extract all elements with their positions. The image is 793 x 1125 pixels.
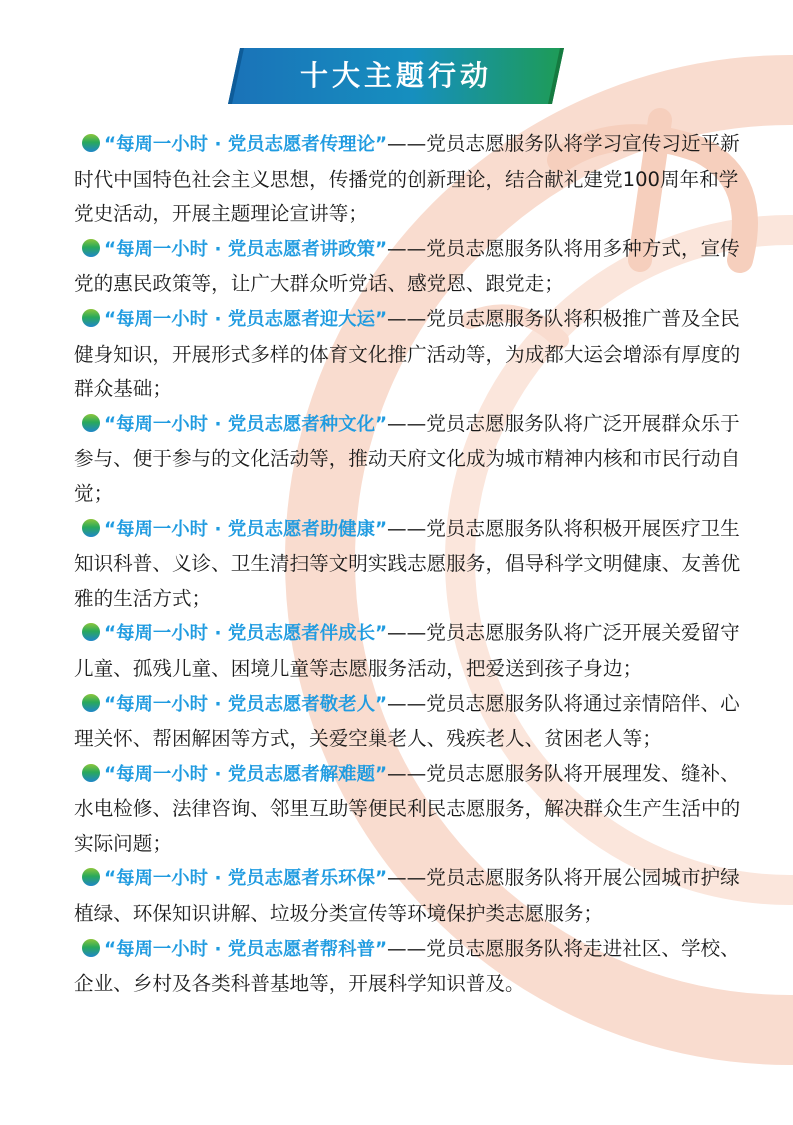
circle-bullet-icon bbox=[82, 939, 100, 957]
item-title: “每周一小时 · 党员志愿者敬老人” bbox=[104, 693, 388, 715]
item-title: “每周一小时 · 党员志愿者种文化” bbox=[104, 413, 388, 435]
circle-bullet-icon bbox=[82, 134, 100, 152]
circle-bullet-icon bbox=[82, 239, 100, 257]
item-title: “每周一小时 · 党员志愿者传理论” bbox=[104, 134, 388, 155]
item-title: “每周一小时 · 党员志愿者讲政策” bbox=[104, 238, 388, 260]
item-body: ——党员志愿服务队将开展理发、缝补、水电检修、法律咨询、邻里互助等便民利民志愿服务，解决群众生产生活中的实际问题； bbox=[74, 761, 741, 855]
action-list bbox=[74, 127, 754, 1002]
list-item bbox=[74, 616, 754, 686]
title-banner bbox=[228, 48, 564, 104]
circle-bullet-icon bbox=[82, 414, 100, 432]
item-body: ——党员志愿服务队将积极开展医疗卫生知识科普、义诊、卫生清扫等文明实践志愿服务，倡导科学文明健康、友善优雅的生活方式； bbox=[74, 516, 741, 610]
list-item bbox=[74, 861, 754, 931]
circle-bullet-icon bbox=[82, 519, 100, 537]
item-title: “每周一小时 · 党员志愿者帮科普” bbox=[104, 938, 388, 960]
item-body: ——党员志愿服务队将开展公园城市护绿植绿、环保知识讲解、垃圾分类宣传等环境保护类志愿服务； bbox=[74, 866, 740, 926]
list-item bbox=[74, 232, 754, 302]
item-body: ——党员志愿服务队将用多种方式，宣传党的惠民政策等，让广大群众听党话、感党恩、跟党走； bbox=[74, 236, 740, 296]
item-title: “每周一小时 · 党员志愿者乐环保” bbox=[104, 868, 388, 890]
circle-bullet-icon bbox=[82, 764, 100, 782]
page-title: 十大主题行动 bbox=[299, 59, 492, 92]
list-item bbox=[74, 512, 754, 617]
circle-bullet-icon bbox=[82, 309, 100, 327]
item-body: ——党员志愿服务队将积极推广普及全民健身知识，开展形式多样的体育文化推广活动等，为成都大运会增添有厚度的群众基础； bbox=[74, 306, 741, 401]
item-body: ——党员志愿服务队将走进社区、学校、企业、乡村及各类科普基地等，开展科学知识普及。 bbox=[74, 936, 740, 996]
list-item bbox=[74, 687, 754, 757]
item-title: “每周一小时 · 党员志愿者迎大运” bbox=[104, 308, 388, 330]
item-body: ——党员志愿服务队将通过亲情陪伴、心理关怀、帮困解困等方式，关爱空巢老人、残疾老人、贫困老人等； bbox=[74, 691, 740, 751]
list-item bbox=[74, 127, 754, 232]
list-item bbox=[74, 302, 754, 407]
item-title: “每周一小时 · 党员志愿者解难题” bbox=[104, 763, 388, 785]
circle-bullet-icon bbox=[82, 694, 100, 712]
item-title: “每周一小时 · 党员志愿者伴成长” bbox=[104, 623, 388, 645]
item-title: “每周一小时 · 党员志愿者助健康” bbox=[104, 518, 388, 540]
list-item bbox=[74, 407, 754, 512]
circle-bullet-icon bbox=[82, 868, 100, 886]
item-body: ——党员志愿服务队将广泛开展关爱留守儿童、孤残儿童、困境儿童等志愿服务活动，把爱送到孩子身边； bbox=[74, 621, 740, 680]
item-body: ——党员志愿服务队将学习宣传习近平新时代中国特色社会主义思想，传播党的创新理论，结合献礼建党100周年和学党史活动，开展主题理论宣讲等； bbox=[74, 132, 740, 226]
circle-bullet-icon bbox=[82, 623, 100, 641]
list-item bbox=[74, 757, 754, 862]
item-body: ——党员志愿服务队将广泛开展群众乐于参与、便于参与的文化活动等，推动天府文化成为城市精神内核和市民行动自觉； bbox=[74, 411, 741, 505]
list-item bbox=[74, 932, 754, 1002]
